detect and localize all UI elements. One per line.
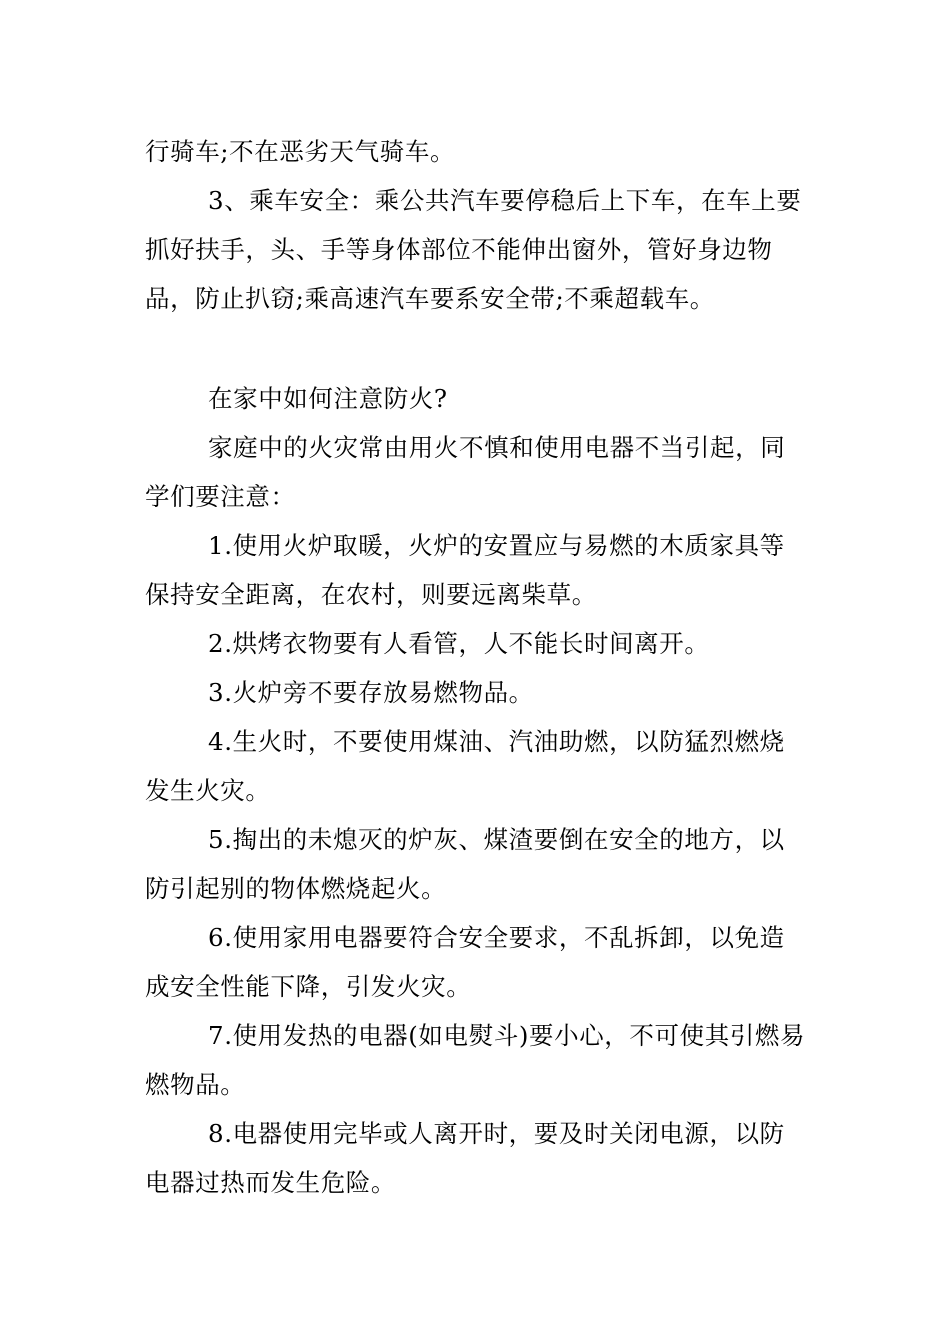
fire-item: 1.使用火炉取暖，火炉的安置应与易燃的木质家具等保持安全距离，在农村，则要远离柴草。 bbox=[145, 531, 785, 609]
fire-item: 2.烘烤衣物要有人看管，人不能长时间离开。 bbox=[208, 629, 710, 658]
fire-item: 6.使用家用电器要符合安全要求，不乱拆卸，以免造成安全性能下降，引发火灾。 bbox=[145, 923, 785, 1001]
fire-safety-section bbox=[145, 374, 809, 1207]
continued-paragraph: 行骑车;不在恶劣天气骑车。 bbox=[145, 137, 456, 166]
fire-question-heading: 在家中如何注意防火? bbox=[208, 384, 448, 413]
fire-item: 4.生火时，不要使用煤油、汽油助燃，以防猛烈燃烧发生火灾。 bbox=[145, 727, 785, 805]
fire-item: 8.电器使用完毕或人离开时，要及时关闭电源，以防电器过热而发生危险。 bbox=[145, 1119, 785, 1197]
fire-intro-paragraph: 家庭中的火灾常由用火不慎和使用电器不当引起，同学们要注意： bbox=[145, 433, 786, 511]
fire-item: 5.掏出的未熄灭的炉灰、煤渣要倒在安全的地方，以防引起别的物体燃烧起火。 bbox=[145, 825, 785, 903]
fire-item: 7.使用发热的电器(如电熨斗)要小心，不可使其引燃易燃物品。 bbox=[145, 1021, 806, 1099]
fire-item: 3.火炉旁不要存放易燃物品。 bbox=[208, 678, 534, 707]
riding-safety-paragraph: 3、乘车安全：乘公共汽车要停稳后上下车，在车上要抓好扶手，头、手等身体部位不能伸出窗外，管好身边物品，防止扒窃;乘高速汽车要系安全带;不乘超载车。 bbox=[145, 186, 802, 313]
top-text-block bbox=[145, 127, 809, 323]
